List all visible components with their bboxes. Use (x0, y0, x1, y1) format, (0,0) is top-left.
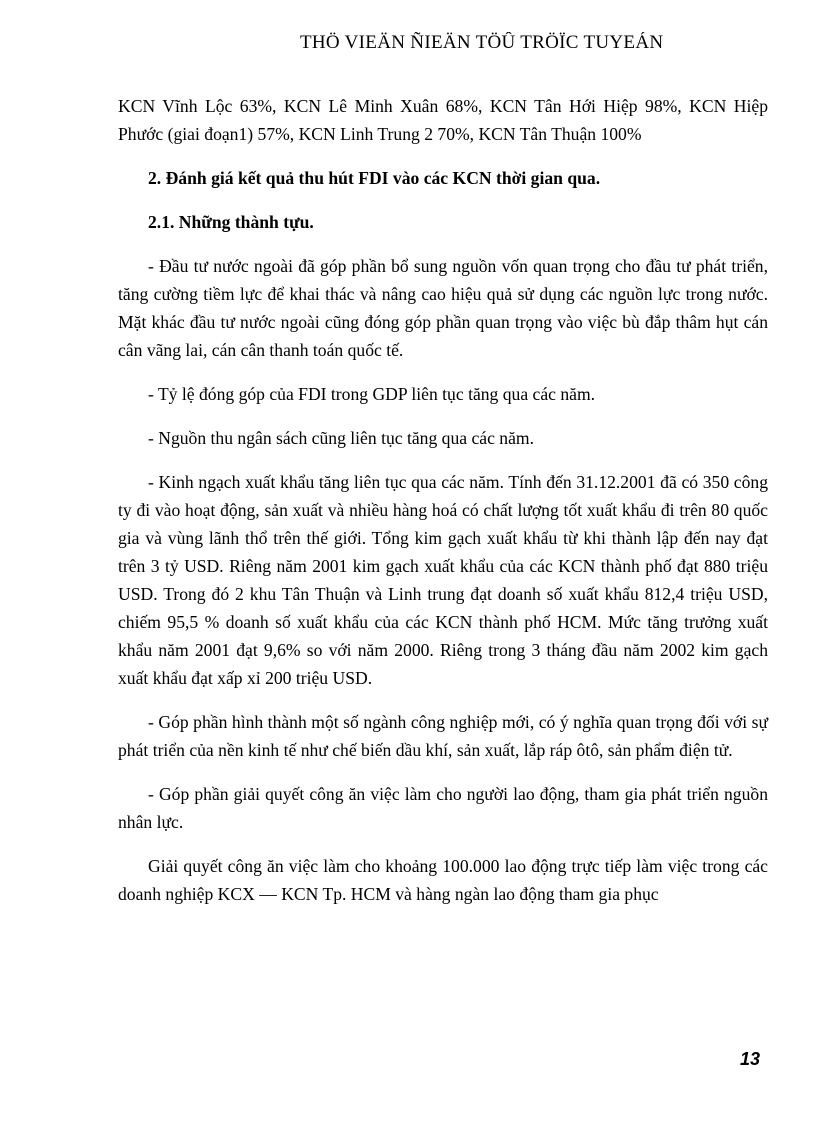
paragraph-gdp: - Tỷ lệ đóng góp của FDI trong GDP liên tục tăng qua các năm. (148, 384, 596, 404)
paragraph-budget: - Nguồn thu ngân sách cũng liên tục tăng qua các năm. (148, 428, 534, 448)
paragraph-industries: - Góp phần hình thành một số ngành công nghiệp mới, có ý nghĩa quan trọng đối với sự phát triển của nền kinh tế như chế biến dầu khí, sản xuất, lắp ráp ôtô, sản phẩm điện tử. (118, 712, 768, 760)
paragraph-kcn-occupancy: KCN Vĩnh Lộc 63%, KCN Lê Minh Xuân 68%, KCN Tân Hới Hiệp 98%, KCN Hiệp Phước (giai đoạn1) 57%, KCN Linh Trung 2 70%, KCN Tân Thuận 100% (118, 96, 768, 144)
paragraph-capital: - Đầu tư nước ngoài đã góp phần bổ sung nguồn vốn quan trọng cho đầu tư phát triển, tăng cường tiềm lực để khai thác và nâng cao hiệu quả sử dụng các nguồn lực trong nước. Mặt khác đầu tư nước ngoài cũng đóng góp phần quan trọng vào việc bù đắp thâm hụt cán cân vãng lai, cán cân thanh toán quốc tế. (118, 256, 768, 360)
document-body (118, 92, 768, 924)
section-heading: 2. Đánh giá kết quả thu hút FDI vào các KCN thời gian qua. (148, 168, 601, 188)
paragraph-employment: - Góp phần giải quyết công ăn việc làm cho người lao động, tham gia phát triển nguồn nhân lực. (118, 784, 768, 832)
page-header: THÖ VIEÄN ÑIEÄN TÖÛ TRÖÏC TUYEÁN (300, 32, 664, 53)
paragraph-export: - Kinh ngạch xuất khẩu tăng liên tục qua các năm. Tính đến 31.12.2001 đã có 350 công ty đi vào hoạt động, sản xuất và nhiều hàng hoá có chất lượng tốt xuất khẩu đi trên 80 quốc gia và vùng lãnh thổ trên thế giới. Tổng kim gạch xuất khẩu từ khi thành lập đến nay đạt trên 3 tỷ USD. Riêng năm 2001 kim gạch xuất khẩu của các KCN thành phố đạt 880 triệu USD. Trong đó 2 khu Tân Thuận và Linh trung đạt doanh số xuất khẩu 812,4 triệu USD, chiếm 95,5 % doanh số xuất khẩu của các KCN thành phố HCM. Mức tăng trưởng xuất khẩu năm 2001 đạt 9,6% so với năm 2000. Riêng trong 3 tháng đầu năm 2002 kim gạch xuất khẩu đạt xấp xỉ 200 triệu USD. (118, 472, 768, 688)
subsection-heading: 2.1. Những thành tựu. (148, 212, 314, 232)
paragraph-labor: Giải quyết công ăn việc làm cho khoảng 100.000 lao động trực tiếp làm việc trong các doanh nghiệp KCX — KCN Tp. HCM và hàng ngàn lao động tham gia phục (118, 856, 768, 904)
page-number: 13 (740, 1049, 761, 1069)
